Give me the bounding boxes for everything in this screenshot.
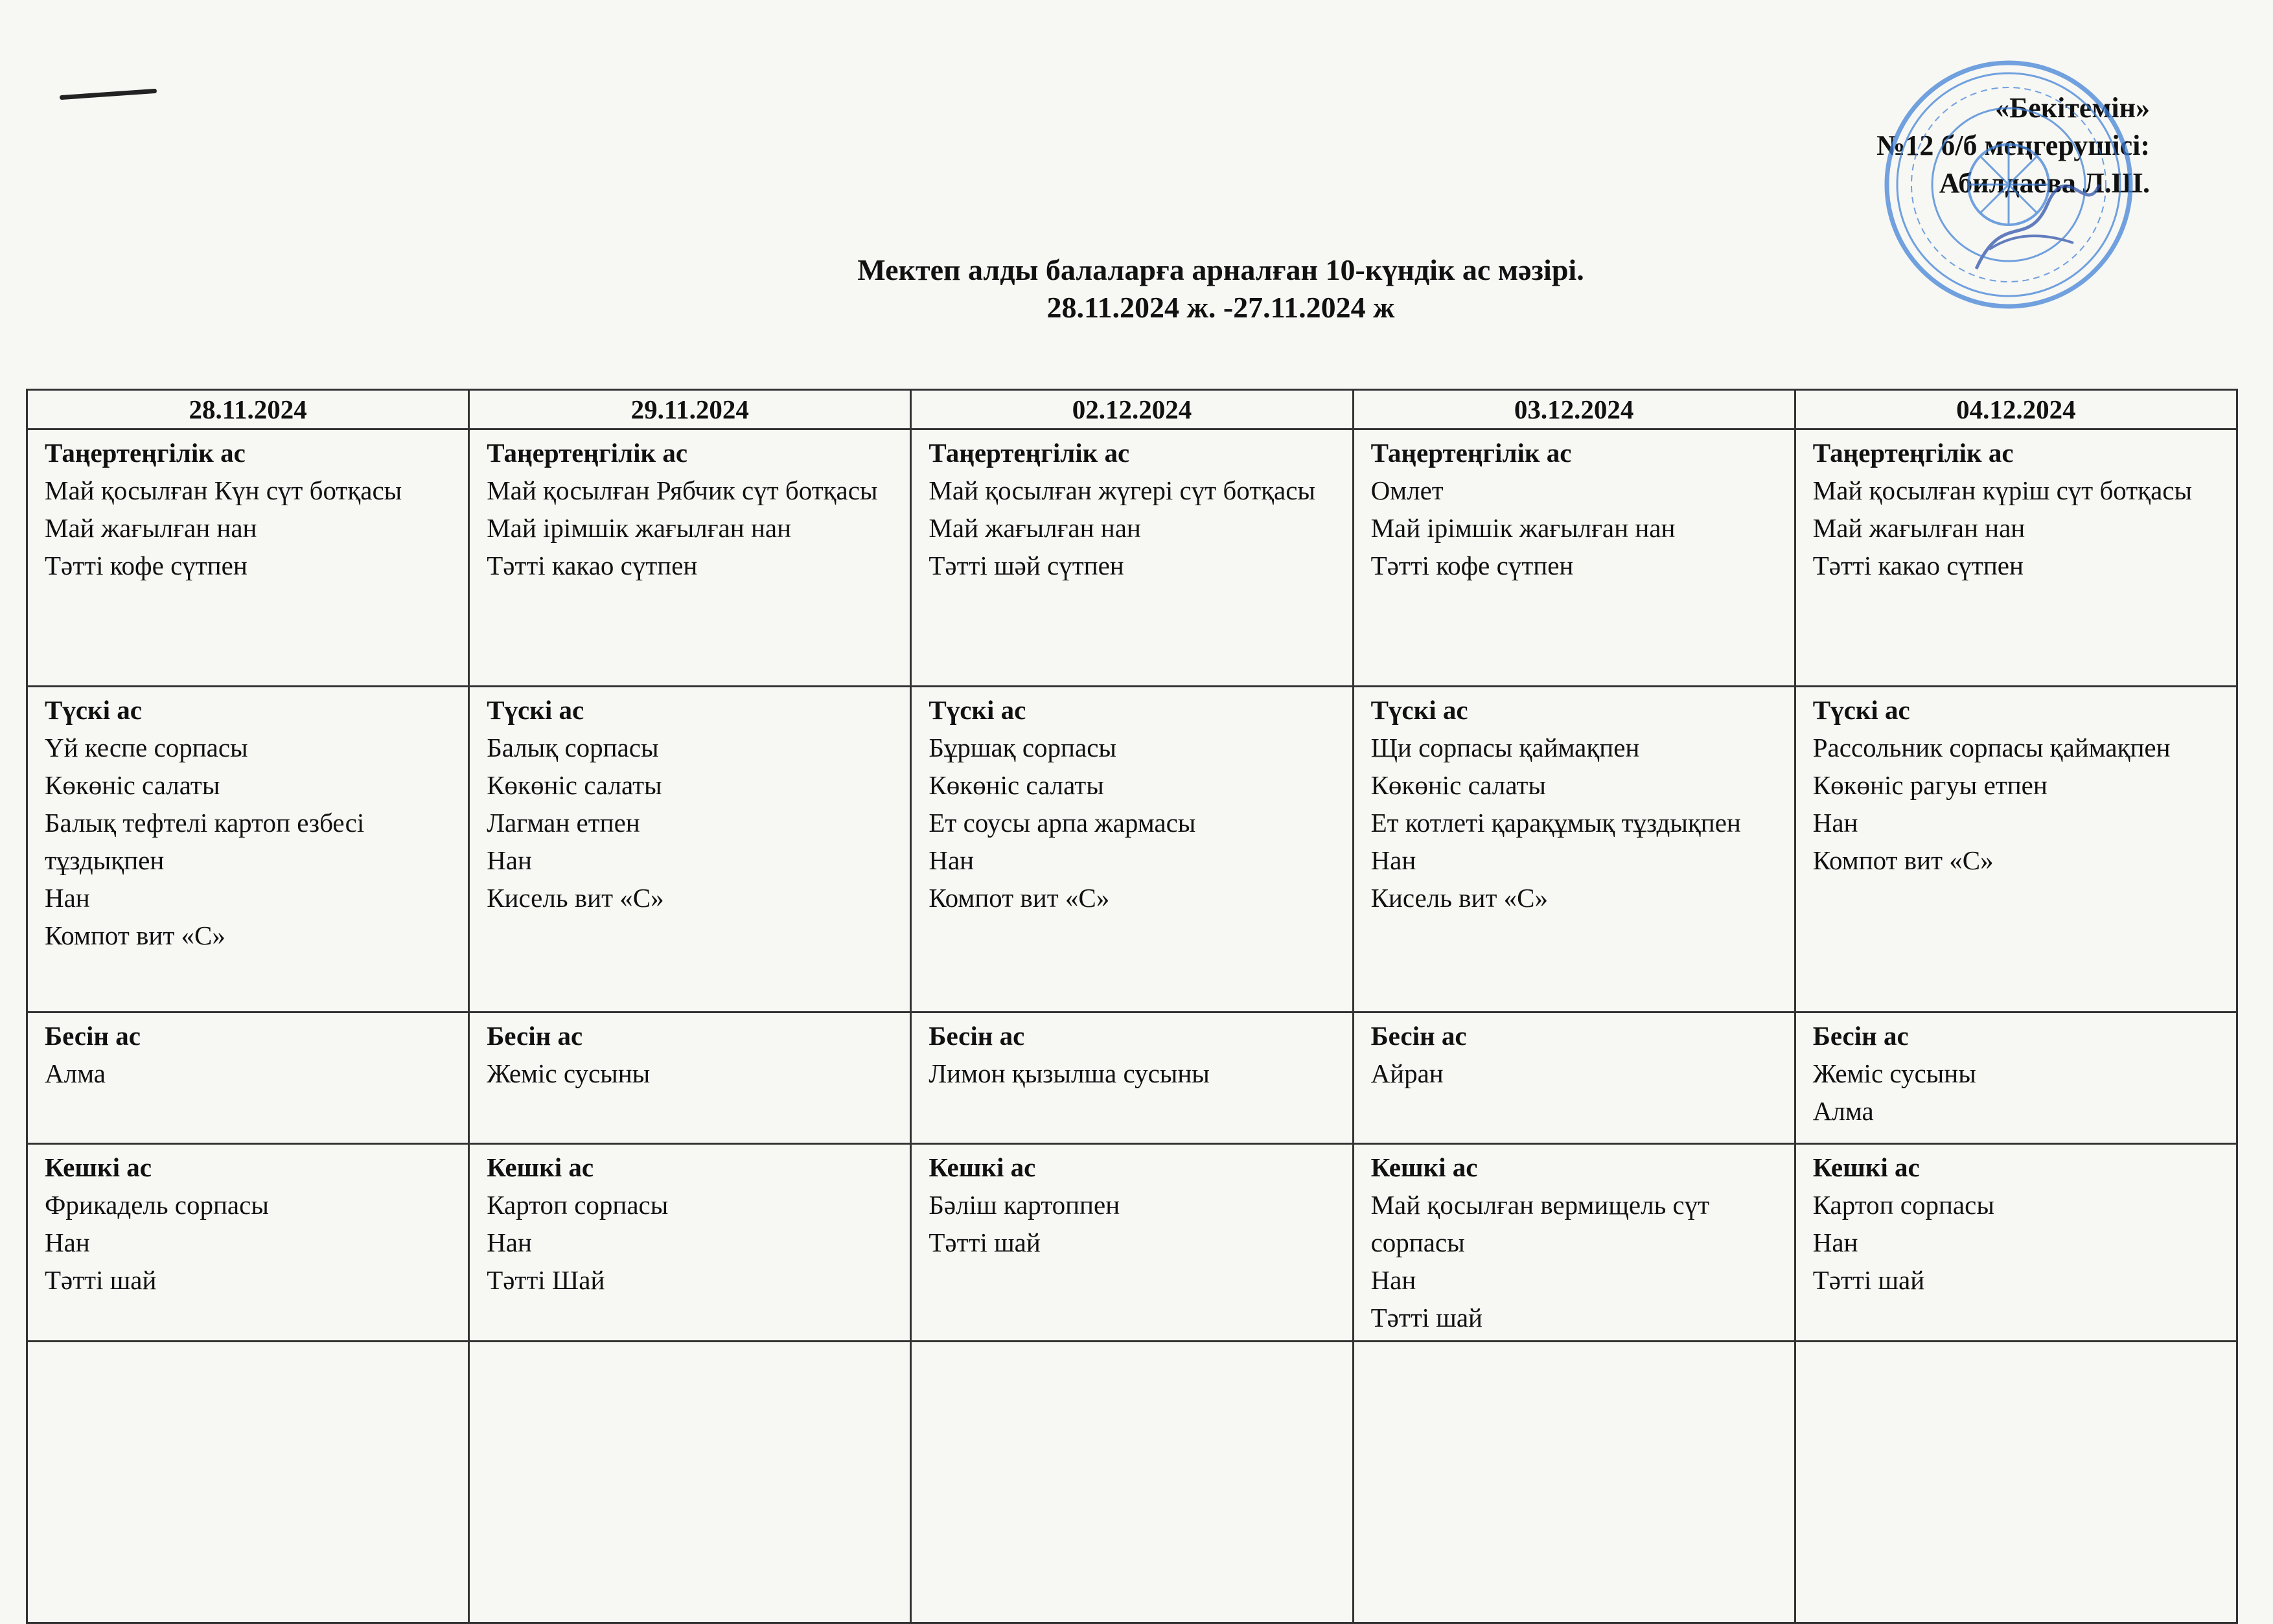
- menu-item: Нан: [1370, 845, 1416, 875]
- snack-cell: [469, 1012, 911, 1144]
- lunch-cell: [27, 687, 469, 1012]
- approval-position: №12 б/б меңгерушісі:: [1876, 130, 2150, 161]
- meal-label: Кешкі ас: [45, 1152, 152, 1182]
- menu-item: Май қосылған Күн сүт ботқасы: [45, 475, 402, 505]
- menu-item: Нан: [1370, 1265, 1416, 1295]
- menu-item: Кисель вит «С»: [1370, 883, 1548, 913]
- menu-item: Айран: [1370, 1058, 1444, 1088]
- empty-row: [27, 1342, 2237, 1623]
- menu-item: Нан: [487, 1228, 532, 1257]
- menu-item: Нан: [45, 883, 90, 913]
- menu-item: Май ірімшік жағылған нан: [487, 513, 792, 543]
- snack-row: [27, 1012, 2237, 1144]
- menu-item: Жеміс сусыны: [1812, 1058, 1976, 1088]
- menu-item: Щи сорпасы қаймақпен: [1370, 733, 1640, 762]
- lunch-cell: [1353, 687, 1795, 1012]
- menu-item: Тәтті какао сүтпен: [487, 551, 698, 580]
- menu-item: Кисель вит «С»: [487, 883, 664, 913]
- meal-label: Таңертеңгілік ас: [1370, 438, 1572, 468]
- menu-item: Компот вит «С»: [45, 921, 225, 950]
- menu-item: Тәтті шай: [1370, 1303, 1483, 1332]
- meal-label: Бесін ас: [929, 1021, 1025, 1051]
- date-header: 03.12.2024: [1353, 390, 1795, 429]
- dinner-cell: [1795, 1144, 2237, 1342]
- meal-label: Түскі ас: [1812, 695, 1910, 725]
- empty-cell: [1353, 1342, 1795, 1623]
- lunch-cell: [911, 687, 1353, 1012]
- menu-item: Май жағылған нан: [45, 513, 257, 543]
- menu-item: Май қосылған Рябчик сүт ботқасы: [487, 475, 878, 505]
- breakfast-cell: [27, 429, 469, 687]
- menu-item: Май қосылған жүгері сүт ботқасы: [929, 475, 1315, 505]
- menu-item: Май жағылған нан: [1812, 513, 2025, 543]
- menu-item: Тәтті шәй сүтпен: [929, 551, 1124, 580]
- meal-label: Бесін ас: [487, 1021, 583, 1051]
- menu-item: Нан: [1812, 1228, 1858, 1257]
- breakfast-row: [27, 429, 2237, 687]
- menu-item: Үй кеспе сорпасы: [45, 733, 248, 762]
- document-title: [0, 251, 2273, 326]
- meal-label: Түскі ас: [45, 695, 143, 725]
- empty-cell: [1795, 1342, 2237, 1623]
- menu-item: Май жағылған нан: [929, 513, 1141, 543]
- dinner-cell: [911, 1144, 1353, 1342]
- date-header: 28.11.2024: [27, 390, 469, 429]
- menu-item: Компот вит «С»: [929, 883, 1110, 913]
- empty-cell: [27, 1342, 469, 1623]
- meal-label: Таңертеңгілік ас: [45, 438, 246, 468]
- snack-cell: [1795, 1012, 2237, 1144]
- date-header: 29.11.2024: [469, 390, 911, 429]
- dinner-row: [27, 1144, 2237, 1342]
- lunch-cell: [1795, 687, 2237, 1012]
- empty-cell: [911, 1342, 1353, 1623]
- meal-label: Кешкі ас: [1812, 1152, 1920, 1182]
- menu-item: Балық сорпасы: [487, 733, 659, 762]
- menu-item: Картоп сорпасы: [487, 1190, 669, 1220]
- scan-pen-mark: [60, 89, 157, 100]
- menu-item: Тәтті Шай: [487, 1265, 605, 1295]
- menu-table: [26, 389, 2238, 1624]
- lunch-cell: [469, 687, 911, 1012]
- dinner-cell: [27, 1144, 469, 1342]
- meal-label: Түскі ас: [487, 695, 584, 725]
- meal-label: Бесін ас: [1812, 1021, 1909, 1051]
- menu-item: Май қосылған күріш сүт ботқасы: [1812, 475, 2193, 505]
- meal-label: Кешкі ас: [1370, 1152, 1478, 1182]
- snack-cell: [1353, 1012, 1795, 1144]
- title-line-2: 28.11.2024 ж. -27.11.2024 ж: [1046, 291, 1395, 324]
- menu-item: Картоп сорпасы: [1812, 1190, 1994, 1220]
- meal-label: Таңертеңгілік ас: [487, 438, 688, 468]
- meal-label: Таңертеңгілік ас: [1812, 438, 2014, 468]
- menu-item: Нан: [487, 845, 532, 875]
- menu-item: Көкөніс салаты: [487, 770, 662, 800]
- meal-label: Бесін ас: [45, 1021, 141, 1051]
- menu-item: Компот вит «С»: [1812, 845, 1994, 875]
- table-header-row: [27, 390, 2237, 429]
- menu-item: Көкөніс салаты: [929, 770, 1104, 800]
- menu-item: Нан: [929, 845, 975, 875]
- menu-item: Тәтті кофе сүтпен: [1370, 551, 1574, 580]
- dinner-cell: [469, 1144, 911, 1342]
- meal-label: Түскі ас: [929, 695, 1026, 725]
- menu-item: Ет котлеті қарақұмық тұздықпен: [1370, 808, 1741, 838]
- menu-item: Лагман етпен: [487, 808, 640, 838]
- menu-item: Лимон қызылша сусыны: [929, 1058, 1210, 1088]
- menu-item: Май ірімшік жағылған нан: [1370, 513, 1676, 543]
- meal-label: Кешкі ас: [929, 1152, 1036, 1182]
- date-header: 04.12.2024: [1795, 390, 2237, 429]
- breakfast-cell: [911, 429, 1353, 687]
- breakfast-cell: [469, 429, 911, 687]
- snack-cell: [27, 1012, 469, 1144]
- menu-item: Көкөніс рагуы етпен: [1812, 770, 2048, 800]
- dinner-cell: [1353, 1144, 1795, 1342]
- menu-item: Тәтті кофе сүтпен: [45, 551, 248, 580]
- menu-item: Көкөніс салаты: [1370, 770, 1546, 800]
- menu-item: Балық тефтелі картоп езбесі тұздықпен: [45, 808, 365, 875]
- menu-item: Май қосылған вермищель сүт сорпасы: [1370, 1190, 1710, 1257]
- menu-item: Тәтті шай: [1812, 1265, 1925, 1295]
- menu-item: Бұршақ сорпасы: [929, 733, 1116, 762]
- lunch-row: [27, 687, 2237, 1012]
- menu-item: Көкөніс салаты: [45, 770, 220, 800]
- menu-item: Нан: [45, 1228, 90, 1257]
- breakfast-cell: [1795, 429, 2237, 687]
- menu-item: Фрикадель сорпасы: [45, 1190, 269, 1220]
- approval-signer: Абилдаева Л.Ш.: [1939, 167, 2150, 199]
- meal-label: Кешкі ас: [487, 1152, 594, 1182]
- menu-item: Жеміс сусыны: [487, 1058, 651, 1088]
- date-header: 02.12.2024: [911, 390, 1353, 429]
- menu-item: Тәтті какао сүтпен: [1812, 551, 2024, 580]
- menu-item: Ет соусы арпа жармасы: [929, 808, 1196, 838]
- menu-item: Алма: [45, 1058, 106, 1088]
- meal-label: Таңертеңгілік ас: [929, 438, 1130, 468]
- menu-item: Тәтті шай: [45, 1265, 157, 1295]
- breakfast-cell: [1353, 429, 1795, 687]
- title-line-1: Мектеп алды балаларға арналған 10-күндік ас мәзірі.: [857, 253, 1584, 286]
- meal-label: Түскі ас: [1370, 695, 1468, 725]
- menu-item: Бәліш картоппен: [929, 1190, 1120, 1220]
- menu-item: Рассольник сорпасы қаймақпен: [1812, 733, 2171, 762]
- menu-item: Омлет: [1370, 475, 1444, 505]
- empty-cell: [469, 1342, 911, 1623]
- meal-label: Бесін ас: [1370, 1021, 1467, 1051]
- snack-cell: [911, 1012, 1353, 1144]
- approval-heading: «Бекітемін»: [1995, 92, 2150, 124]
- menu-item: Нан: [1812, 808, 1858, 838]
- menu-item: Алма: [1812, 1096, 1874, 1126]
- menu-item: Тәтті шай: [929, 1228, 1041, 1257]
